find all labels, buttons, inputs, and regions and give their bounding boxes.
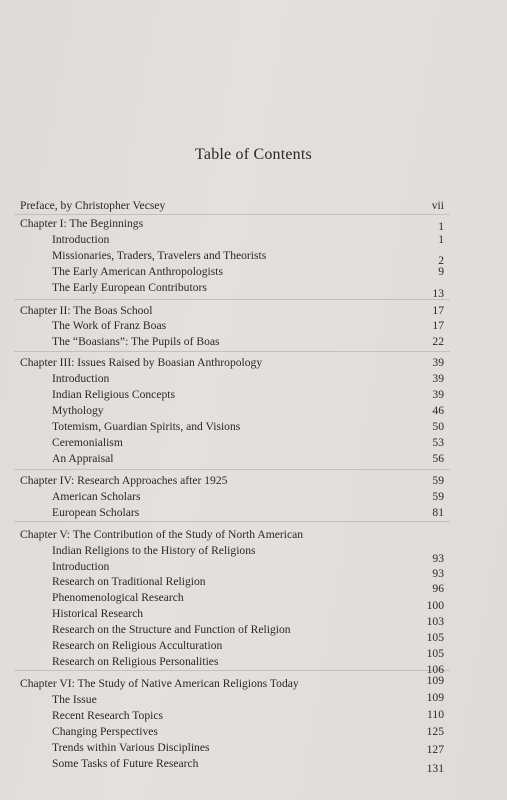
toc-entry-page: 56 (432, 452, 444, 465)
toc-entry-label: Historical Research (52, 607, 144, 620)
toc-entry-page: 50 (432, 420, 444, 433)
toc-entry-page: vii (431, 199, 444, 212)
section-divider (14, 521, 450, 522)
toc-entry-page: 22 (432, 335, 444, 348)
toc-entry-label: Totemism, Guardian Spirits, and Visions (52, 420, 241, 433)
toc-entry-page: 1 (438, 220, 444, 233)
toc-entry-label: Indian Religious Concepts (52, 388, 176, 401)
toc-entry-page: 93 (432, 552, 444, 565)
toc-entry-label: Chapter IV: Research Approaches after 1925 (20, 474, 228, 487)
toc-entry-label: Missionaries, Traders, Travelers and Theorists (52, 249, 267, 262)
toc-entry-page: 105 (426, 647, 444, 660)
toc-entry-page: 109 (426, 691, 444, 704)
toc-entry-label: Some Tasks of Future Research (52, 757, 199, 770)
toc-entry-page: 53 (432, 436, 444, 449)
toc-entry-label: Introduction (52, 372, 110, 385)
toc-entry-label: Indian Religions to the History of Religions (52, 544, 256, 557)
toc-entry-label: Phenomenological Research (52, 591, 184, 604)
toc-entry-label: The “Boasians”: The Pupils of Boas (52, 335, 220, 348)
toc-entry-label: The Early European Contributors (52, 281, 207, 294)
toc-entry-label: Introduction (52, 560, 110, 573)
toc-entry-label: The Work of Franz Boas (52, 319, 167, 332)
toc-entry-page: 105 (426, 631, 444, 644)
toc-entry-page: 59 (432, 490, 444, 503)
toc-entry-label: Recent Research Topics (52, 709, 164, 722)
toc-entry-page: 17 (432, 319, 444, 332)
toc-entry-page: 81 (432, 506, 444, 519)
toc-entry-label: Chapter III: Issues Raised by Boasian Anthropology (20, 356, 263, 369)
toc-entry-label: American Scholars (52, 490, 141, 503)
toc-entry-label: Research on Religious Acculturation (52, 639, 223, 652)
toc-entry-page: 110 (427, 708, 444, 721)
toc-entry-label: Introduction (52, 233, 110, 246)
toc-entry-page: 96 (432, 582, 444, 595)
toc-entry-page: 103 (426, 615, 444, 628)
toc-entry-label: Preface, by Christopher Vecsey (20, 199, 166, 212)
toc-entry-label: Research on Traditional Religion (52, 575, 206, 588)
section-divider (14, 351, 450, 352)
toc-entry-page: 93 (432, 567, 444, 580)
toc-entry-label: Changing Perspectives (52, 725, 158, 738)
toc-entry-page: 131 (426, 762, 444, 775)
toc-entry-label: The Early American Anthropologists (52, 265, 223, 278)
toc-entry-label: The Issue (52, 693, 97, 706)
toc-entry-page: 39 (432, 356, 444, 369)
toc-entry-label: European Scholars (52, 506, 140, 519)
section-divider (14, 214, 450, 215)
section-divider (14, 469, 450, 470)
section-divider (14, 670, 450, 671)
toc-entry-page: 2 (438, 254, 444, 267)
toc-entry-label: Mythology (52, 404, 104, 417)
toc-entry-label: Ceremonialism (52, 436, 123, 449)
toc-entry-label: Research on the Structure and Function of Religion (52, 623, 291, 636)
toc-entry-label: Chapter I: The Beginnings (20, 217, 144, 230)
toc-entry-page: 125 (426, 725, 444, 738)
toc-entry-label: Chapter VI: The Study of Native American Religions Today (20, 677, 299, 690)
toc-entry-page: 127 (426, 743, 444, 756)
toc-entry-page: 1 (438, 233, 444, 246)
toc-entry-label: Chapter II: The Boas School (20, 304, 153, 317)
toc-entry-page: 39 (432, 372, 444, 385)
toc-entry-page: 17 (432, 304, 444, 317)
toc-entry-page: 59 (432, 474, 444, 487)
toc-entry-page: 109 (426, 674, 444, 687)
toc-entry-page: 106 (426, 663, 444, 676)
toc-entry-page: 100 (426, 599, 444, 612)
toc-entry-label: An Appraisal (52, 452, 114, 465)
toc-entry-page: 13 (432, 287, 444, 300)
toc-entry-label: Trends within Various Disciplines (52, 741, 210, 754)
toc-entry-page: 9 (438, 265, 444, 278)
toc-entry-label: Chapter V: The Contribution of the Study of North American (20, 528, 304, 541)
page-title: Table of Contents (195, 146, 312, 163)
toc-entry-label: Research on Religious Personalities (52, 655, 219, 668)
toc-entry-page: 46 (432, 404, 444, 417)
section-divider (14, 299, 450, 300)
toc-entry-page: 39 (432, 388, 444, 401)
